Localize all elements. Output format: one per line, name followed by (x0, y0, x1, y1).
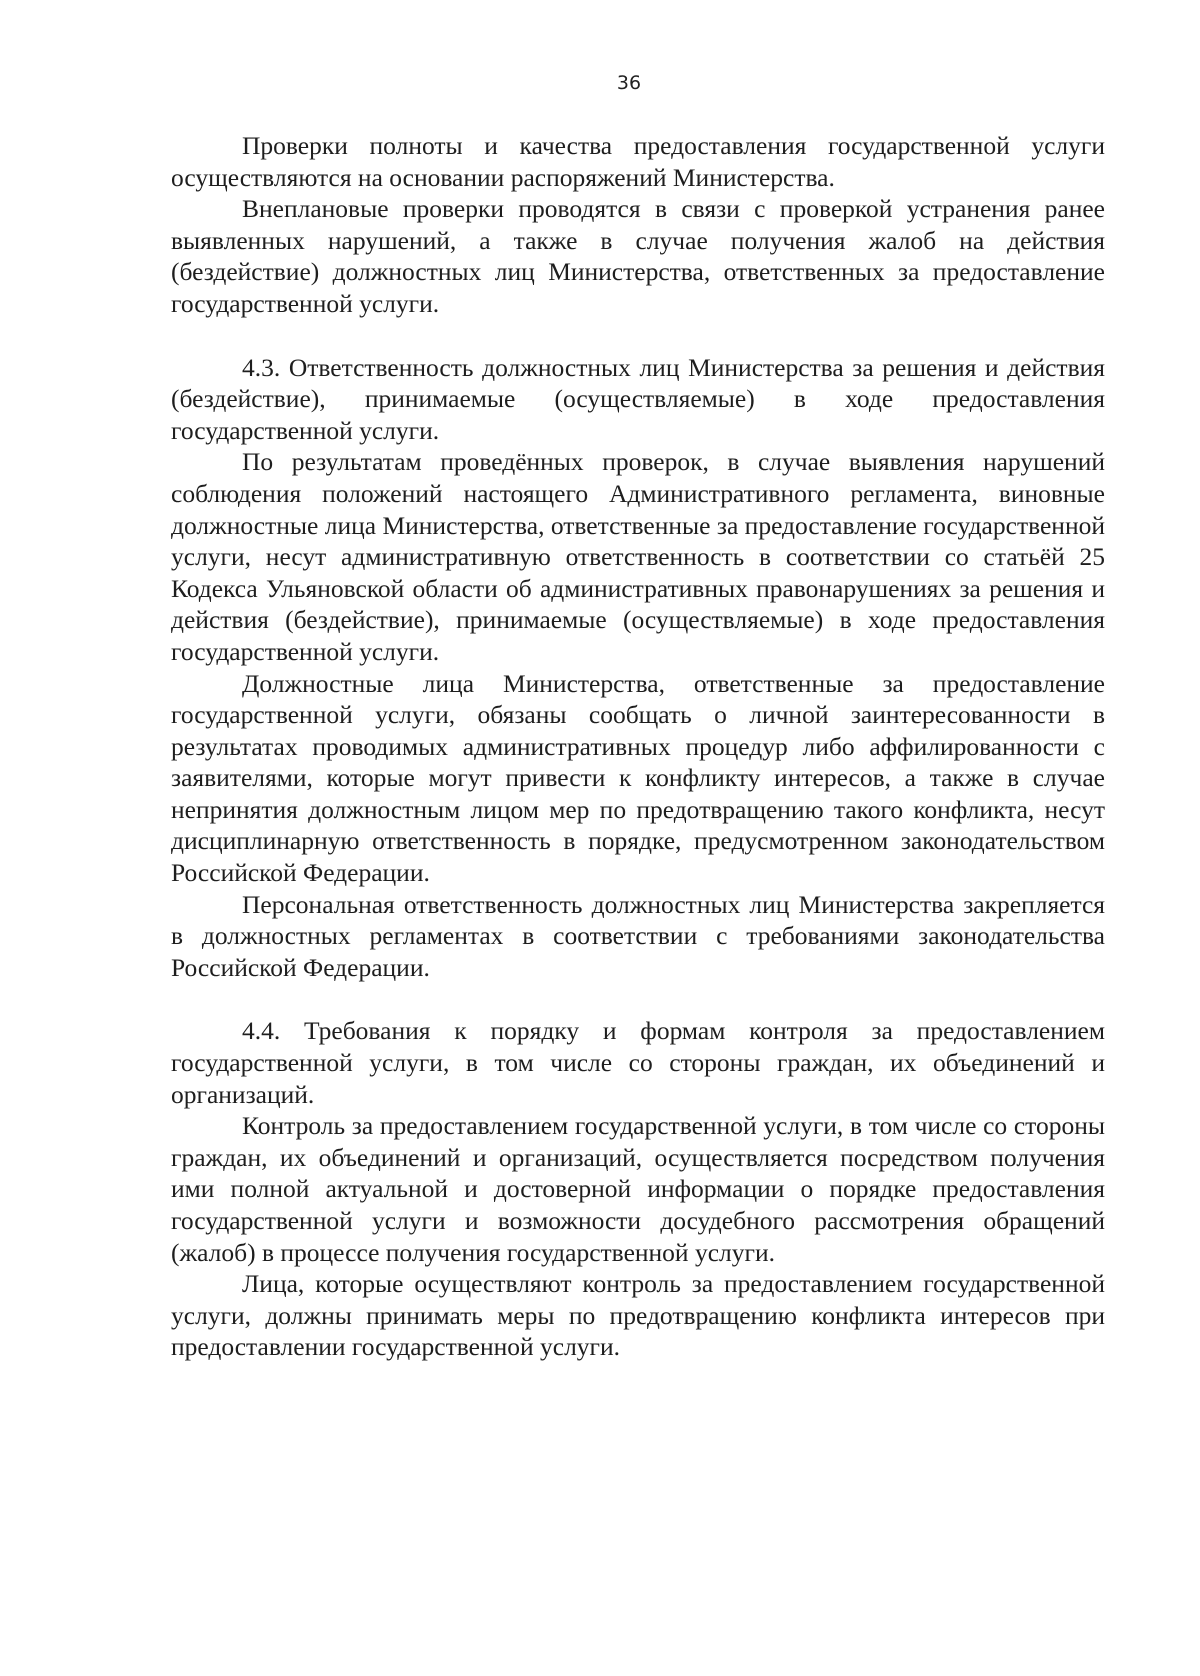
paragraph-inspection-basis: Проверки полноты и качества предоставления государственной услуги осуществляются на основании распоряжений Министерства. (171, 131, 1105, 192)
section-heading-4-4: 4.4. Требования к порядку и формам контроля за предоставлением государственной услуги, в том числе со стороны граждан, их объединений и организаций. (171, 1016, 1105, 1109)
page-number: 36 (616, 72, 642, 94)
paragraph-control-persons: Лица, которые осуществляют контроль за предоставлением государственной услуги, должны принимать меры по предотвращению конфликта интересов при предоставлении государственной услуги. (171, 1269, 1105, 1362)
paragraph-violations-liability: По результатам проведённых проверок, в случае выявления нарушений соблюдения положений настоящего Административного регламента, виновные должностные лица Министерства, ответственные за предоставление государственной услуги, несут административную ответственность в соответствии со статьёй 25 Кодекса Ульяновской области об административных правонарушениях за решения и действия (бездействие), принимаемые (осуществляемые) в ходе предоставления государственной услуги. (171, 447, 1105, 666)
paragraph-unscheduled-inspections: Внеплановые проверки проводятся в связи с проверкой устранения ранее выявленных нарушений, а также в случае получения жалоб на действия (бездействие) должностных лиц Министерства, ответственных за предоставление государственной услуги. (171, 194, 1105, 318)
document-body (171, 130, 1105, 1363)
section-heading-4-3: 4.3. Ответственность должностных лиц Министерства за решения и действия (бездействие), принимаемые (осуществляемые) в ходе предоставления государственной услуги. (171, 352, 1105, 445)
paragraph-personal-responsibility: Персональная ответственность должностных лиц Министерства закрепляется в должностных регламентах в соответствии с требованиями законодательства Российской Федерации. (171, 889, 1105, 982)
paragraph-public-control: Контроль за предоставлением государственной услуги, в том числе со стороны граждан, их объединений и организаций, осуществляется посредством получения ими полной актуальной и достоверной информации о порядке предоставления государственной услуги и возможности досудебного рассмотрения обращений (жалоб) в процессе получения государственной услуги. (171, 1111, 1105, 1267)
paragraph-conflict-of-interest-duty: Должностные лица Министерства, ответственные за предоставление государственной услуги, обязаны сообщать о личной заинтересованности в результатах проводимых административных процедур либо аффилированности с заявителями, которые могут привести к конфликту интересов, а также в случае непринятия должностным лицом мер по предотвращению такого конфликта, несут дисциплинарную ответственность в порядке, предусмотренном законодательством Российской Федерации. (171, 668, 1105, 888)
